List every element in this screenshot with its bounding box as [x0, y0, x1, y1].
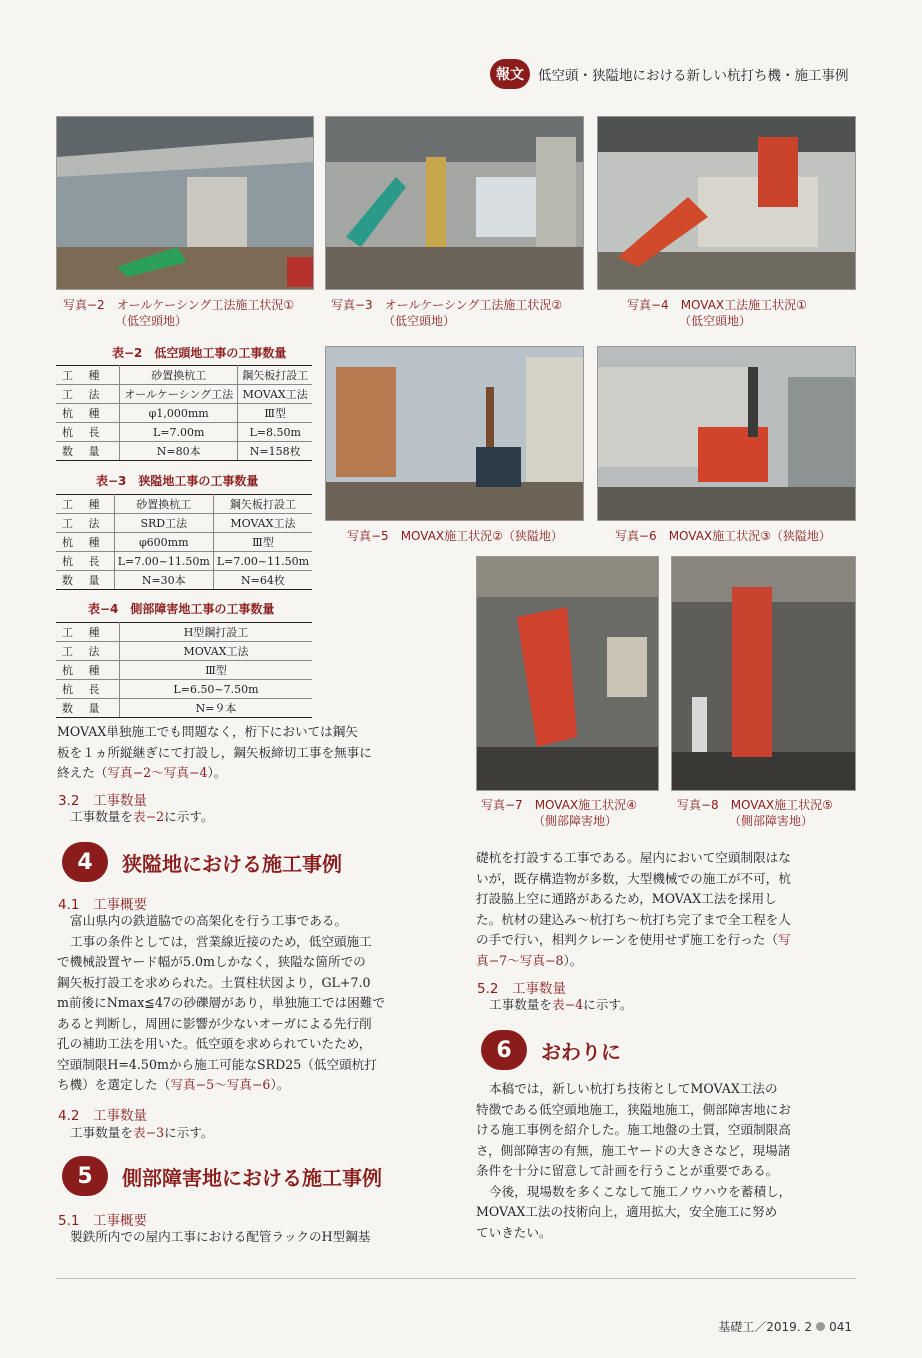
photo-6 [597, 346, 856, 521]
dot-icon [816, 1322, 825, 1331]
section-title: 狭隘地における施工事例 [122, 851, 342, 876]
caption-photo-2: 写真−2 オールケーシング工法施工状況① （低空頭地） [63, 298, 295, 328]
subsection-5-1-text: 製鉄所内での屋内工事における配管ラックのH型鋼基 [70, 1229, 371, 1244]
subsection-3-2-text: 工事数量を表−2に示す。 [70, 809, 214, 824]
section-6-heading [481, 1030, 621, 1070]
table-row: 数 量 N=30本 N=64枚 [56, 571, 312, 590]
photo-3 [325, 116, 584, 290]
table-2 [56, 365, 312, 461]
table-2-title: 表−2 低空頭地工事の工事数量 [112, 346, 287, 360]
table-row: 工 法 MOVAX工法 [56, 642, 312, 661]
section-4-heading [62, 842, 342, 882]
caption-photo-5: 写真−5 MOVAX施工状況②（狭隘地） [347, 529, 563, 543]
caption-photo-7: 写真−7 MOVAX施工状況④ （側部障害地） [481, 798, 637, 828]
table-3 [56, 494, 312, 590]
table-row: 工 種 H型鋼打設工 [56, 623, 312, 642]
footer-rule [56, 1278, 856, 1279]
photo-5 [325, 346, 584, 521]
subsection-3-2-title: 3.2 工事数量 [58, 793, 147, 809]
table-4 [56, 622, 312, 718]
table-row: 工 種 砂置換杭工 鋼矢板打設工 [56, 366, 312, 385]
section-title: おわりに [541, 1039, 621, 1064]
subsection-4-1-title: 4.1 工事概要 [58, 897, 147, 913]
intro-paragraph: MOVAX単独施工でも問題なく，桁下においては鋼矢 板を１ヵ所縦継ぎにて打設し，鋼矢板締切工事を無事に 終えた（写真−2～写真−4）。 [57, 724, 372, 780]
subsection-4-2-text: 工事数量を表−3に示す。 [70, 1125, 214, 1140]
running-header [490, 58, 849, 90]
table-row: 杭 種 φ1,000mm Ⅲ型 [56, 404, 312, 423]
journal-issue: 基礎工／2019. 2 [718, 1320, 813, 1334]
subsection-4-2-title: 4.2 工事数量 [58, 1108, 147, 1124]
section-number: 6 [481, 1030, 527, 1070]
caption-photo-8: 写真−8 MOVAX施工状況⑤ （側部障害地） [677, 798, 833, 828]
subsection-5-1-continued: 礎杭を打設する工事である。屋内において空頭制限はな いが，既存構造物が多数，大型機械での施工が不可，杭 打設脇上空に通路があるため，MOVAX工法を採用し た。杭材の建込み～杭打ち～杭打ち完了まで全工程を人 の手で行い，相判クレーンを使用せず施工を行った（写 真−7～写真−8）。 [476, 850, 791, 968]
table-row: 杭 長 L=6.50~7.50m [56, 680, 312, 699]
caption-photo-3: 写真−3 オールケーシング工法施工状況② （低空頭地） [331, 298, 563, 328]
section-5-heading [62, 1156, 382, 1196]
subsection-5-2-text: 工事数量を表−4に示す。 [489, 997, 633, 1012]
table-row: 杭 種 Ⅲ型 [56, 661, 312, 680]
subsection-4-1-text: 富山県内の鉄道脇での高架化を行う工事である。 工事の条件としては，営業線近接のため，低空頭施工 で機械設置ヤード幅が5.0mしかなく，狭隘な箇所での 鋼矢板打設工を求められた。土質柱状図より，GL+7.0 m前後にNmax≦47の砂礫層があり，単独施工では困難で あると判断し，周囲に影響が少ないオーガによる先行削 孔の補助工法を用いた。低空頭を求められていたため， 空頭制限H=4.50mから施工可能なSRD25（低空頭杭打 ち機）を選定した（写真−5～写真−6）。 [57, 913, 385, 1092]
report-badge: 報文 [490, 59, 530, 89]
table-4-title: 表−4 側部障害地工事の工事数量 [88, 602, 275, 616]
photo-7 [476, 556, 659, 791]
section-number: 5 [62, 1156, 108, 1196]
table-row: 数 量 N=９本 [56, 699, 312, 718]
page-footer [718, 1318, 852, 1335]
subsection-5-1-title: 5.1 工事概要 [58, 1213, 147, 1229]
page-number: 041 [829, 1319, 852, 1334]
table-row: 杭 長 L=7.00~11.50m L=7.00~11.50m [56, 552, 312, 571]
subsection-5-2-title: 5.2 工事数量 [477, 981, 566, 997]
table-row: 工 法 SRD工法 MOVAX工法 [56, 514, 312, 533]
photo-8 [671, 556, 856, 791]
header-title: 低空頭・狭隘地における新しい杭打ち機・施工事例 [538, 68, 849, 84]
table-3-title: 表−3 狭隘地工事の工事数量 [96, 474, 259, 488]
caption-photo-4: 写真−4 MOVAX工法施工状況① （低空頭地） [627, 298, 807, 328]
table-row: 工 法 オールケーシング工法 MOVAX工法 [56, 385, 312, 404]
table-row: 杭 長 L=7.00m L=8.50m [56, 423, 312, 442]
table-row: 数 量 N=80本 N=158枚 [56, 442, 312, 461]
section-title: 側部障害地における施工事例 [122, 1165, 382, 1190]
photo-4 [597, 116, 856, 290]
conclusion-text: 本稿では，新しい杭打ち技術としてMOVAX工法の 特徴である低空頭地施工，狭隘地施工，側部障害地にお ける施工事例を紹介した。施工地盤の土質，空頭制限高 さ，側部障害の有無，施工ヤードの大きさなど，現場諸 条件を十分に留意して計画を行うことが重要である。 今後，現場数を多くこなして施工ノウハウを蓄積し， MOVAX工法の技術向上，適用拡大，安全施工に努め ていきたい。 [476, 1081, 792, 1240]
table-row: 工 種 砂置換杭工 鋼矢板打設工 [56, 495, 312, 514]
table-row: 杭 種 φ600mm Ⅲ型 [56, 533, 312, 552]
section-number: 4 [62, 842, 108, 882]
caption-photo-6: 写真−6 MOVAX施工状況③（狭隘地） [615, 529, 831, 543]
photo-2 [56, 116, 314, 290]
